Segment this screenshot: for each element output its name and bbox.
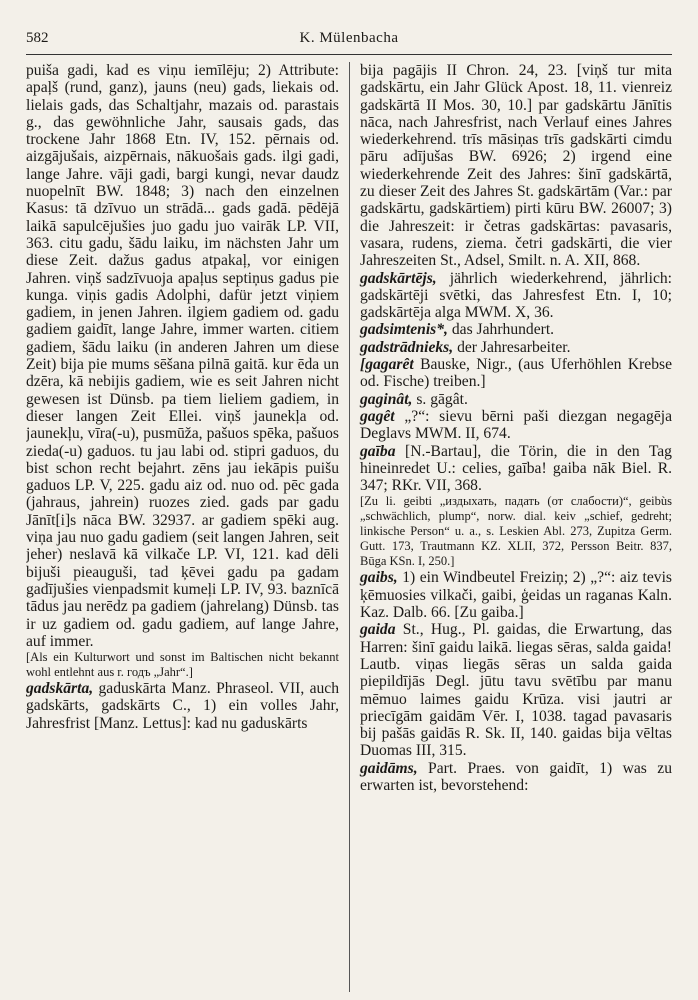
right-column [349, 62, 672, 992]
headword: gadskārta, [26, 680, 94, 698]
dictionary-entry [360, 569, 672, 621]
dictionary-entry [360, 621, 672, 759]
dictionary-entry [360, 443, 672, 495]
entry-text: der Jahresarbeiter. [457, 338, 571, 356]
two-column-text [26, 62, 672, 992]
headword: gagêt [360, 407, 395, 425]
etymology-note: [Als ein Kulturwort und sonst im Baltischen nicht bekannt wohl entlehnt aus r. годъ „Jahr“.] [26, 650, 339, 680]
headword: gaibs, [360, 569, 398, 587]
dictionary-entry [360, 408, 672, 443]
headword: [gagarêt [360, 356, 414, 374]
header-rule [26, 54, 672, 55]
entry-list [360, 270, 672, 795]
dictionary-entry [360, 356, 672, 391]
headword: gaība [360, 442, 396, 460]
entry-text: [Zu li. geibti „издыхать, падать (от слабости)“, geibùs „schwächlich, plump“, norw. dial. keiv „schief, gedreht; linkische Person“ u. a., s. Leskien Abl. 273, Zupitza Germ. Gutt. 173, Trautmann KZ. XLII, 372, Persson Beitr. 837, Būga KSn. I, 250.] [360, 494, 672, 569]
headword: gaidāms, [360, 759, 418, 777]
entry-text: jährlich wiederkehrend, jährlich: gadskārtēji svētki, das Jahresfest Etn. I, 10; gadskārtēja alga MWM. X, 36. [360, 269, 672, 322]
entry-text: gaduskārta Manz. Phraseol. VII, auch gadskārts, gadskārts C., 1) ein volles Jahr, Jahresfrist [Manz. Lettus]: kad nu gaduskārts [26, 680, 340, 732]
entry-continuation-paragraph: bija pagājis II Chron. 24, 23. [viņš tur mita gadskārtu, ein Jahr Glück Apost. 18, 11. vienreiz gadskārtā II Mos. 30, 10.] par gadskārtu Jānītis nāca, nach Jahresfrist, nach Verlauf eines Jahres wiederkehrend. trīs māsiņas trīs gadskārti cimdu pāru adījušas BW. 6926; 2) irgend eine wiederkehrende Zeit des Jahres: šinī gadskārtā, zu dieser Zeit des Jahres St. gadskārtām (Var.: par gadskārtu, gadskārtiem) pirti kūru BW. 26007; 3) die Jahreszeit: ir četras gadskārtas: pavasaris, vasara, rudens, ziema. četri gadskārti, die vier Jahreszeiten St., Adsel, Smilt. n. A. XII, 868. [360, 62, 672, 270]
page-number: 582 [26, 30, 49, 46]
entry-text: das Jahrhundert. [451, 321, 555, 339]
headword: gadskārtējs, [360, 269, 437, 287]
headword: gaginât, [360, 390, 413, 408]
running-head: K. Mülenbacha [299, 30, 399, 46]
dictionary-entry [360, 270, 672, 322]
entry-text: [N.-Bartau], die Törin, die in den Tag hineinredet U.: celies, gaība! gaiba nāk Biel. R. 347; RKr. VII, 368. [360, 442, 672, 495]
page-header [26, 26, 672, 52]
headword: gadstrādnieks, [360, 338, 454, 356]
dictionary-entry [360, 391, 672, 408]
dictionary-entry [360, 339, 672, 356]
dictionary-entry [360, 760, 672, 795]
entry-gadskarta [26, 680, 339, 732]
entry-text: Part. Praes. von gaidīt, 1) was zu erwarten ist, bevorstehend: [360, 759, 672, 794]
dictionary-entry [360, 321, 672, 338]
headword: gaida [360, 621, 396, 639]
entry-text: „?“: sievu bērni paši diezgan negagēja Deglavs MWM. II, 674. [360, 407, 672, 443]
entry-text: St., Hug., Pl. gaidas, die Erwartung, das Harren: šinī gaidu laikā. liegas sēras, salda gaida! Lautb. viņas liegās sēras un salda gaida piepildījās Degl. jūtu tavu svētību par manu mēmuo laimes gaidu Krūza. visi jautri ar priecīgām gaidām Vēr. I, 1038. tagad pavasaris bij pašās gaidās R. Sk. II, 140. gaidas bija vēltas Duomas III, 315. [360, 621, 672, 760]
entry-text: s. gāgât. [416, 390, 468, 408]
entry-continuation-paragraph: puiša gadi, kad es viņu iemīlēju; 2) Attribute: apaļš (rund, ganz), jauns (neu) gads, liekais od. lielais gads, das Schaltjahr, mazais od. parastais g., das gewöhnliche Jahr, sausais gads, das trockene Jahr 1868 Etn. IV, 152. pērnais od. aizgājušais, aizpērnais, nākuošais gads. ilgi gadi, lange Jahre. vāji gadi, bargi kungi, nevar daudz nuopelnīt BW. 1848; 3) nach den einzelnen Kasus: tā dzīvuo un strādā... gads gadā. pēdējā laikā sapulcējušies juo gadu juo vairāk LP. VII, 363. citu gadu, šādu laiku, im nächsten Jahr um diese Zeit. dažus gadus atpakaļ, vor einigen Jahren. viņš sadzīvuoja apaļus septiņus gadus pie kunga. viņis gadis Adolphi, dafür jetzt viņiem gadiem, in jenen Jahren. ilgiem gadiem od. gadu gadiem gaidīt, lange Jahre, immer warten. citiem gadiem, šādu laiku (in anderen Jahren um diese Zeit) bija pie mums sēšana pilnā gaitā. kur ēda un dzēra, kā nebijis gadiem, wie es seit Jahren nicht gewesen ist Dünsb. pa tiem lieliem gadiem, in dieser langen Zeit Ellei. viņš jaunekļa od. jaunekļu, vīra(-u), pusmūža, pašuos spēka, pašuos zieda(-u) gaduos. tu jau labi od. stipri gaduos, du bist schon recht bejahrt. zēns jau iekāpis puišu gaduos LP. V, 225. gadu aiz od. nuo od. pēc gada (jahraus, jahrein) ruozes zied. gads par gadu Jānīt[i]s nāca BW. 32937. ar gadiem spēki aug. viņa jau nuo gadu gadiem (seit langen Jahren, seit jeher) neslavā kā vilkače LP. VI, 121. kad dēli bijuši pieauguši, tad ķēvei gadu pa gadam gadījušies vienpadsmit kumeļi LP. IV, 93. baznīcā tādus jau nerēdz pa gadiem (jahrelang) Dünsb. tas ir uz gadiem od. gadu gadiem, auf lange Jahre, auf immer. [26, 62, 339, 650]
entry-text: Bauske, Nigr., (aus Uferhöhlen Krebse od. Fische) treiben.] [360, 356, 672, 391]
headword: gadsimtenis*, [360, 321, 448, 339]
entry-text: 1) ein Windbeutel Freiziņ; 2) „?“: aiz tevis ķēmuosies vilkači, gaibi, ģeidas un raganas Kaln. Kaz. Dalb. 66. [Zu gaiba.] [360, 569, 672, 622]
dictionary-entry [360, 494, 672, 569]
left-column [26, 62, 349, 992]
